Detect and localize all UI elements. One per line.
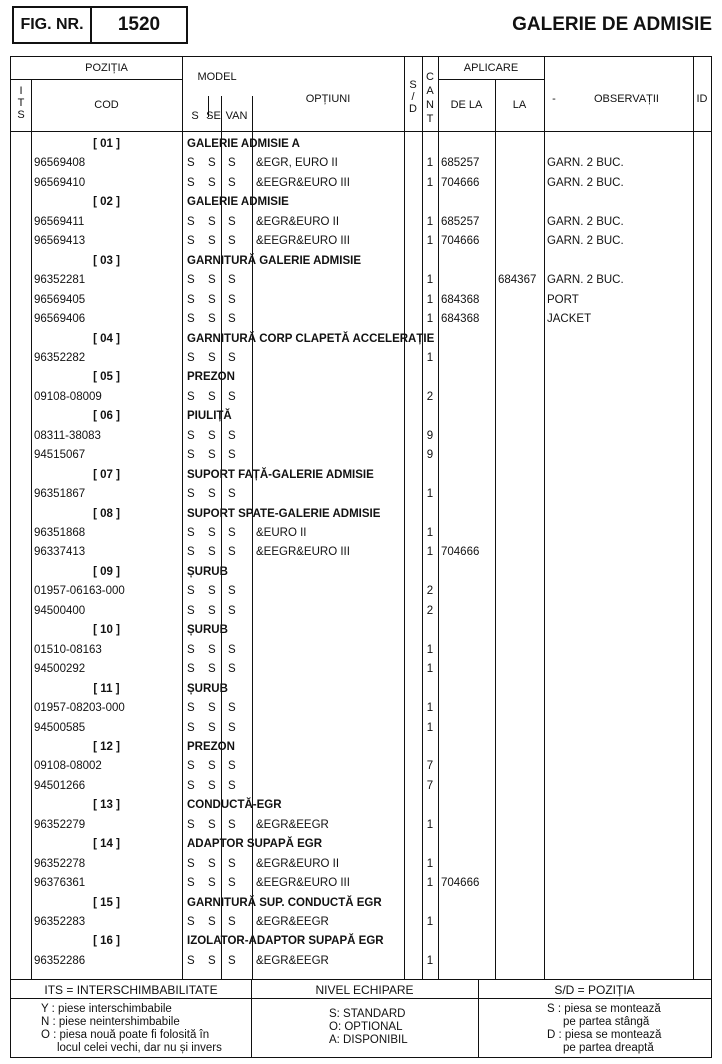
col-model-s: S	[191, 110, 199, 122]
part-code: 94501266	[34, 780, 86, 792]
col-sd-s: S	[409, 79, 417, 91]
group-name: SUPORT SPATE-GALERIE ADMISIE	[187, 508, 381, 520]
col-cant-a: A	[426, 85, 434, 97]
col-cod: COD	[94, 99, 119, 111]
group-name: SUPORT FAȚĂ-GALERIE ADMISIE	[187, 469, 374, 481]
position-number: [ 10 ]	[93, 624, 120, 636]
model-se: S	[208, 644, 216, 656]
col-cant-t: T	[426, 113, 434, 125]
model-se: S	[208, 430, 216, 442]
model-s: S	[187, 722, 195, 734]
model-s: S	[187, 877, 195, 889]
part-code: 96569408	[34, 157, 86, 169]
position-number: [ 01 ]	[93, 138, 120, 150]
group-name: ADAPTOR SUPAPĂ EGR	[187, 838, 323, 850]
model-s: S	[187, 449, 195, 461]
quantity: 1	[426, 722, 434, 734]
legend-sd-line: D : piesa se montează	[547, 1029, 662, 1041]
group-name: PIULIȚĂ	[187, 410, 232, 422]
position-number: [ 12 ]	[93, 741, 120, 753]
col-model-se: SE	[206, 110, 221, 122]
model-se: S	[208, 819, 216, 831]
model-se: S	[208, 391, 216, 403]
legend-its-line: Y : piese interschimbabile	[41, 1003, 172, 1015]
model-se: S	[208, 858, 216, 870]
col-aplicare: APLICARE	[463, 62, 519, 74]
model-van: S	[228, 546, 236, 558]
model-se: S	[208, 216, 216, 228]
quantity: 1	[426, 955, 434, 967]
part-code: 01957-06163-000	[34, 585, 125, 597]
part-code: 08311-38083	[34, 430, 101, 442]
quantity: 1	[426, 157, 434, 169]
part-code: 96352279	[34, 819, 86, 831]
model-se: S	[208, 760, 216, 772]
part-code: 96569413	[34, 235, 86, 247]
model-van: S	[228, 585, 236, 597]
position-number: [ 05 ]	[93, 371, 120, 383]
model-se: S	[208, 352, 216, 364]
model-van: S	[228, 916, 236, 928]
part-code: 96352278	[34, 858, 86, 870]
part-code: 96569411	[34, 216, 85, 228]
option-value: &EGR, EURO II	[256, 157, 338, 169]
model-s: S	[187, 430, 195, 442]
observation: PORT	[547, 294, 579, 306]
col-its-t: T	[17, 97, 25, 109]
position-number: [ 07 ]	[93, 469, 120, 481]
model-van: S	[228, 527, 236, 539]
applies-from: 704666	[441, 177, 480, 189]
applies-from: 704666	[441, 546, 480, 558]
model-van: S	[228, 858, 236, 870]
quantity: 1	[426, 488, 434, 500]
option-value: &EEGR&EURO III	[256, 235, 350, 247]
group-name: ȘURUB	[187, 683, 228, 695]
model-van: S	[228, 177, 236, 189]
model-van: S	[228, 644, 236, 656]
option-value: &EGR&EEGR	[256, 916, 329, 928]
model-s: S	[187, 313, 195, 325]
part-code: 96569405	[34, 294, 86, 306]
col-id: ID	[696, 93, 708, 105]
model-van: S	[228, 235, 236, 247]
model-se: S	[208, 294, 216, 306]
applies-from: 685257	[441, 157, 480, 169]
quantity: 2	[426, 605, 434, 617]
quantity: 1	[426, 352, 434, 364]
model-s: S	[187, 177, 195, 189]
model-se: S	[208, 585, 216, 597]
position-number: [ 09 ]	[93, 566, 120, 578]
quantity: 1	[426, 663, 434, 675]
model-van: S	[228, 605, 236, 617]
part-code: 96569410	[34, 177, 86, 189]
part-code: 96352286	[34, 955, 86, 967]
model-se: S	[208, 527, 216, 539]
model-s: S	[187, 780, 195, 792]
model-van: S	[228, 663, 236, 675]
group-name: GARNITURĂ SUP. CONDUCTĂ EGR	[187, 897, 382, 909]
quantity: 1	[426, 527, 434, 539]
col-la: LA	[512, 99, 527, 111]
applies-to: 684367	[498, 274, 537, 286]
legend-its-title: ITS = INTERSCHIMBABILITATE	[44, 983, 218, 997]
part-code: 09108-08002	[34, 760, 102, 772]
model-se: S	[208, 955, 216, 967]
position-number: [ 16 ]	[93, 935, 120, 947]
figure-label: FIG. NR.	[14, 8, 92, 42]
model-s: S	[187, 546, 195, 558]
col-cant-n: N	[426, 99, 434, 111]
model-se: S	[208, 546, 216, 558]
part-code: 94500400	[34, 605, 86, 617]
col-optiuni: OPȚIUNI	[305, 93, 351, 105]
quantity: 1	[426, 877, 434, 889]
model-s: S	[187, 235, 195, 247]
model-van: S	[228, 157, 236, 169]
group-name: GARNITURĂ GALERIE ADMISIE	[187, 255, 361, 267]
part-code: 09108-08009	[34, 391, 102, 403]
option-value: &EGR&EEGR	[256, 955, 329, 967]
model-van: S	[228, 955, 236, 967]
model-s: S	[187, 488, 195, 500]
quantity: 1	[426, 313, 434, 325]
quantity: 2	[426, 391, 434, 403]
option-value: &EEGR&EURO III	[256, 177, 350, 189]
applies-from: 685257	[441, 216, 480, 228]
position-number: [ 08 ]	[93, 508, 120, 520]
model-van: S	[228, 274, 236, 286]
part-code: 94500292	[34, 663, 86, 675]
legend-sd-line: pe partea dreaptă	[547, 1042, 654, 1054]
model-s: S	[187, 858, 195, 870]
quantity: 1	[426, 177, 434, 189]
model-se: S	[208, 780, 216, 792]
model-se: S	[208, 177, 216, 189]
part-code: 94500585	[34, 722, 86, 734]
model-van: S	[228, 780, 236, 792]
model-s: S	[187, 605, 195, 617]
model-s: S	[187, 663, 195, 675]
col-sd-d: D	[409, 103, 417, 115]
model-van: S	[228, 488, 236, 500]
col-model-van: VAN	[225, 110, 248, 122]
group-name: IZOLATOR-ADAPTOR SUPAPĂ EGR	[187, 935, 384, 947]
position-number: [ 13 ]	[93, 799, 120, 811]
model-s: S	[187, 391, 195, 403]
col-observatii: OBSERVAȚII	[593, 93, 659, 105]
quantity: 1	[426, 916, 434, 928]
option-value: &EURO II	[256, 527, 307, 539]
observation: JACKET	[547, 313, 592, 325]
group-name: PREZON	[187, 371, 235, 383]
model-s: S	[187, 157, 195, 169]
model-se: S	[208, 449, 216, 461]
model-s: S	[187, 702, 195, 714]
option-value: &EEGR&EURO III	[256, 546, 350, 558]
model-se: S	[208, 157, 216, 169]
legend-its-line: O : piesa nouă poate fi folosită în	[41, 1029, 210, 1041]
position-number: [ 14 ]	[93, 838, 120, 850]
position-number: [ 11 ]	[93, 683, 120, 695]
quantity: 7	[426, 780, 434, 792]
quantity: 1	[426, 702, 434, 714]
model-se: S	[208, 877, 216, 889]
part-code: 01957-08203-000	[34, 702, 125, 714]
part-code: 96351868	[34, 527, 86, 539]
part-code: 96337413	[34, 546, 86, 558]
col-cant-c: C	[426, 71, 434, 83]
legend-nivel-line: O: OPTIONAL	[329, 1021, 403, 1033]
position-number: [ 06 ]	[93, 410, 120, 422]
part-code: 96376361	[34, 877, 86, 889]
position-number: [ 03 ]	[93, 255, 120, 267]
model-s: S	[187, 819, 195, 831]
quantity: 7	[426, 760, 434, 772]
model-van: S	[228, 877, 236, 889]
model-se: S	[208, 916, 216, 928]
observation: GARN. 2 BUC.	[547, 235, 624, 247]
quantity: 1	[426, 274, 434, 286]
group-name: GALERIE ADMISIE	[187, 196, 289, 208]
model-se: S	[208, 235, 216, 247]
observation: GARN. 2 BUC.	[547, 274, 624, 286]
model-se: S	[208, 663, 216, 675]
quantity: 9	[426, 430, 434, 442]
model-se: S	[208, 488, 216, 500]
legend-its-line: locul celei vechi, dar nu și invers	[41, 1042, 222, 1054]
option-value: &EGR&EEGR	[256, 819, 329, 831]
col-its-i: I	[19, 85, 23, 97]
quantity: 1	[426, 644, 434, 656]
position-number: [ 15 ]	[93, 897, 120, 909]
quantity: 1	[426, 294, 434, 306]
figure-number: 1520	[117, 14, 161, 35]
model-s: S	[187, 916, 195, 928]
legend-nivel-title: NIVEL ECHIPARE	[315, 983, 414, 997]
quantity: 1	[426, 216, 434, 228]
position-number: [ 02 ]	[93, 196, 120, 208]
applies-from: 704666	[441, 877, 480, 889]
model-van: S	[228, 819, 236, 831]
group-name: ȘURUB	[187, 566, 228, 578]
option-value: &EGR&EURO II	[256, 858, 340, 870]
model-s: S	[187, 294, 195, 306]
model-s: S	[187, 527, 195, 539]
legend-sd-line: pe partea stângă	[547, 1016, 650, 1028]
group-name: CONDUCTĂ-EGR	[187, 799, 282, 811]
model-s: S	[187, 955, 195, 967]
model-se: S	[208, 722, 216, 734]
col-its-s: S	[17, 109, 25, 121]
part-code: 01510-08163	[34, 644, 102, 656]
quantity: 1	[426, 819, 434, 831]
model-van: S	[228, 216, 236, 228]
quantity: 1	[426, 858, 434, 870]
model-se: S	[208, 313, 216, 325]
model-s: S	[187, 644, 195, 656]
model-s: S	[187, 274, 195, 286]
applies-from: 684368	[441, 294, 480, 306]
observation: GARN. 2 BUC.	[547, 216, 624, 228]
applies-from: 684368	[441, 313, 480, 325]
model-s: S	[187, 585, 195, 597]
model-s: S	[187, 216, 195, 228]
model-van: S	[228, 391, 236, 403]
quantity: 9	[426, 449, 434, 461]
model-se: S	[208, 702, 216, 714]
observation: GARN. 2 BUC.	[547, 157, 624, 169]
part-code: 96569406	[34, 313, 86, 325]
model-s: S	[187, 760, 195, 772]
legend-sd-title: S/D = POZIȚIA	[554, 983, 635, 997]
quantity: 1	[426, 235, 434, 247]
model-van: S	[228, 430, 236, 442]
model-se: S	[208, 274, 216, 286]
part-code: 94515067	[34, 449, 86, 461]
group-name: GALERIE ADMISIE A	[187, 138, 300, 150]
position-number: [ 04 ]	[93, 333, 120, 345]
option-value: &EEGR&EURO III	[256, 877, 350, 889]
applies-from: 704666	[441, 235, 480, 247]
group-name: GARNITURĂ CORP CLAPETĂ ACCELERAȚIE	[187, 333, 435, 345]
col-obs-dash: -	[552, 93, 556, 105]
col-model: MODEL	[197, 71, 237, 83]
part-code: 96352281	[34, 274, 86, 286]
group-name: PREZON	[187, 741, 235, 753]
model-van: S	[228, 352, 236, 364]
part-code: 96352282	[34, 352, 86, 364]
col-de-la: DE LA	[450, 99, 483, 111]
legend-sd-line: S : piesa se montează	[547, 1003, 661, 1015]
option-value: &EGR&EURO II	[256, 216, 340, 228]
figure-number-box	[12, 6, 188, 44]
col-sd-slash: /	[411, 91, 415, 103]
model-van: S	[228, 449, 236, 461]
part-code: 96352283	[34, 916, 86, 928]
group-name: ȘURUB	[187, 624, 228, 636]
legend-nivel-line: A: DISPONIBIL	[329, 1034, 408, 1046]
model-van: S	[228, 722, 236, 734]
model-van: S	[228, 313, 236, 325]
legend-nivel-line: S: STANDARD	[329, 1008, 406, 1020]
parts-table	[10, 56, 712, 1058]
observation: GARN. 2 BUC.	[547, 177, 624, 189]
model-s: S	[187, 352, 195, 364]
model-van: S	[228, 702, 236, 714]
legend-its-line: N : piese neintershimbabile	[41, 1016, 180, 1028]
part-code: 96351867	[34, 488, 86, 500]
model-se: S	[208, 605, 216, 617]
page-title: GALERIE DE ADMISIE	[512, 14, 712, 35]
model-van: S	[228, 294, 236, 306]
col-pozitia: POZIȚIA	[85, 62, 128, 74]
quantity: 1	[426, 546, 434, 558]
quantity: 2	[426, 585, 434, 597]
model-van: S	[228, 760, 236, 772]
